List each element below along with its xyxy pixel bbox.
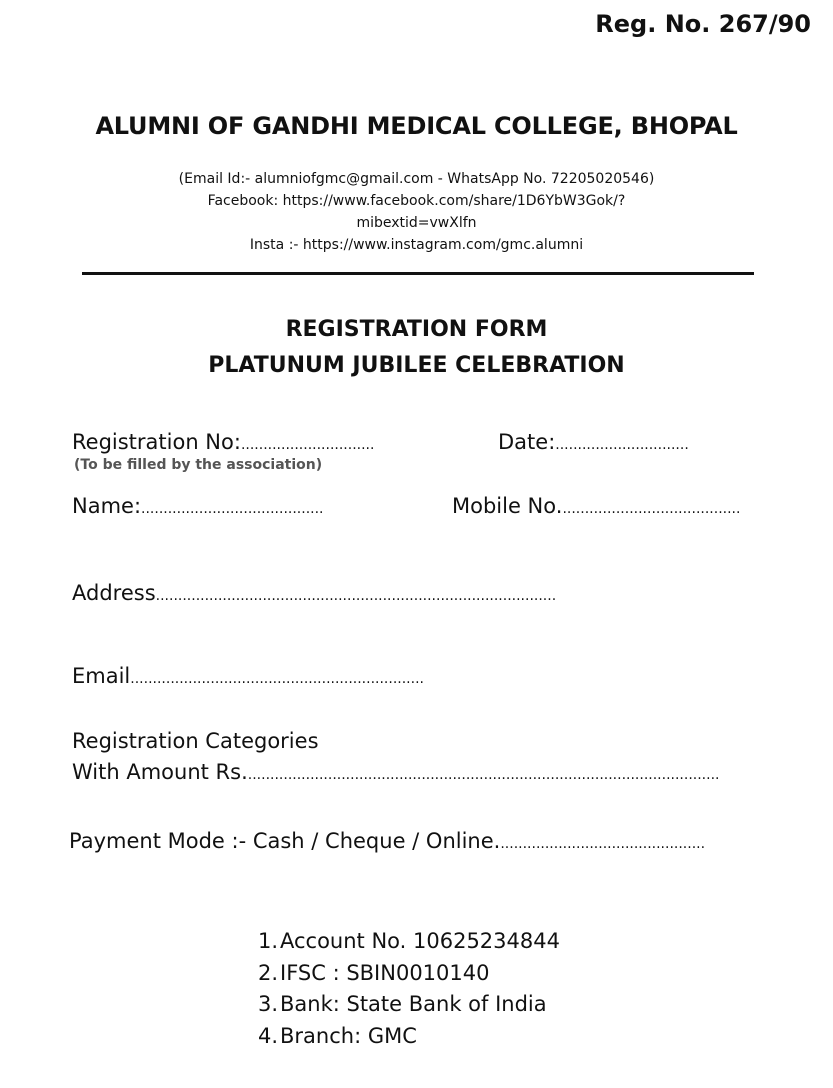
- registration-number: Reg. No. 267/90: [595, 10, 811, 38]
- registration-no-field[interactable]: [72, 430, 374, 454]
- contact-facebook-cont: mibextid=vwXlfn: [356, 215, 477, 231]
- form-title: [0, 312, 833, 384]
- bank-account-text: Account No. 10625234844: [280, 929, 560, 953]
- payment-mode-field[interactable]: [69, 829, 705, 853]
- mobile-label: Mobile No.: [452, 494, 563, 518]
- bank-ifsc-item: [256, 958, 560, 990]
- form-title-line1: REGISTRATION FORM: [285, 317, 548, 342]
- date-label: Date:: [498, 430, 556, 454]
- email-field[interactable]: [72, 664, 424, 688]
- list-number: 1.: [257, 929, 278, 953]
- categories-field[interactable]: [72, 760, 720, 784]
- registration-no-note: (To be filled by the association): [74, 457, 323, 473]
- registration-no-blank[interactable]: ..............................: [240, 437, 375, 453]
- address-blank[interactable]: ..........................................................................................: [155, 588, 557, 604]
- date-field[interactable]: [498, 430, 689, 454]
- bank-name-item: [256, 989, 560, 1021]
- header-divider: [82, 272, 754, 275]
- bank-name-text: Bank: State Bank of India: [280, 992, 547, 1016]
- name-field[interactable]: [72, 494, 324, 518]
- categories-label-line2: With Amount Rs.: [72, 760, 248, 784]
- registration-no-label: Registration No:: [72, 430, 241, 454]
- name-blank[interactable]: .........................................: [141, 501, 324, 517]
- email-blank[interactable]: ..................................................................: [130, 671, 424, 687]
- form-title-line2: PLATUNUM JUBILEE CELEBRATION: [208, 353, 625, 378]
- mobile-field[interactable]: [452, 494, 740, 518]
- bank-branch-text: Branch: GMC: [280, 1023, 417, 1048]
- categories-label-line1: Registration Categories: [72, 729, 319, 753]
- categories-blank[interactable]: ..........................................................................................................: [247, 767, 720, 783]
- organization-title: ALUMNI OF GANDHI MEDICAL COLLEGE, BHOPAL: [95, 112, 738, 140]
- address-field[interactable]: [72, 581, 556, 605]
- contact-info: [0, 168, 833, 256]
- name-label: Name:: [72, 494, 142, 518]
- email-label: Email: [72, 664, 131, 688]
- list-number: 4.: [257, 1023, 278, 1048]
- payment-mode-blank[interactable]: ..............................................: [500, 836, 706, 852]
- bank-account-item: [256, 926, 560, 958]
- mobile-blank[interactable]: ........................................: [562, 501, 741, 517]
- bank-ifsc-text: IFSC : SBIN0010140: [280, 960, 490, 985]
- contact-email-whatsapp: (Email Id:- alumniofgmc@gmail.com - WhatsApp No. 72205020546): [178, 171, 655, 187]
- bank-branch-item: [256, 1021, 560, 1053]
- contact-instagram: Insta :- https://www.instagram.com/gmc.alumni: [249, 237, 584, 253]
- date-blank[interactable]: ..............................: [555, 437, 689, 453]
- contact-facebook: Facebook: https://www.facebook.com/share/1D6YbW3Gok/?: [207, 193, 626, 209]
- list-number: 2.: [257, 960, 278, 985]
- payment-mode-label: Payment Mode :- Cash / Cheque / Online.: [69, 829, 501, 853]
- address-label: Address: [72, 581, 156, 605]
- list-number: 3.: [257, 992, 278, 1016]
- bank-details-list: [256, 926, 560, 1052]
